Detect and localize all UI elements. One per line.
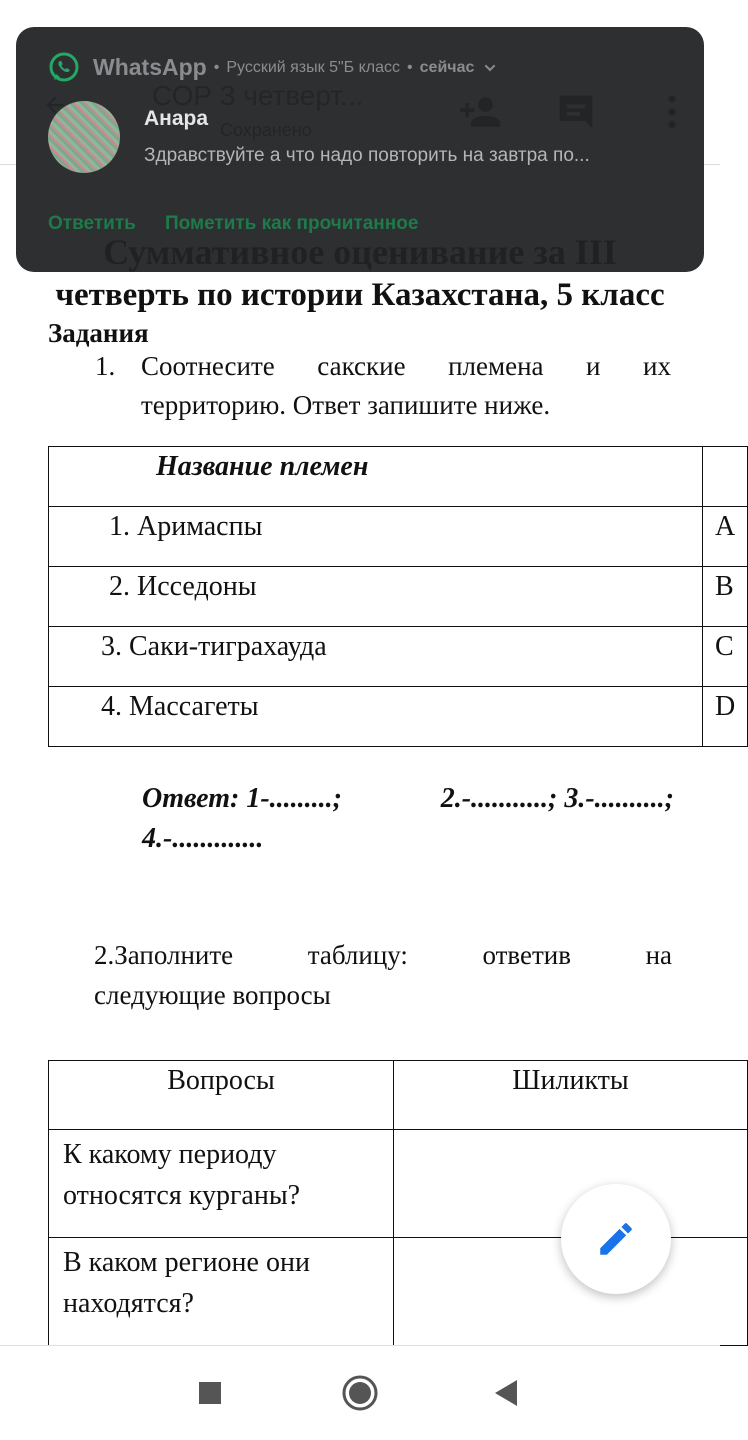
question2-line1 xyxy=(94,940,672,971)
answer-line2: 4.-............. xyxy=(142,823,264,854)
table-row xyxy=(49,687,748,747)
table-header-tribes: Название племен xyxy=(49,447,703,507)
group-name: Русский язык 5"Б класс xyxy=(226,58,401,76)
question1-number: 1. xyxy=(95,351,116,381)
question2-line2: следующие вопросы xyxy=(94,980,331,1010)
reply-button[interactable]: Ответить xyxy=(48,213,136,234)
pencil-icon xyxy=(595,1218,637,1260)
tribe-cell: 2. Исседоны xyxy=(49,567,703,627)
home-icon xyxy=(342,1375,378,1411)
notification-time: сейчас xyxy=(419,58,475,76)
back-button[interactable] xyxy=(486,1373,526,1413)
territory-cell: А xyxy=(703,507,748,567)
table-header-shilikty: Шиликты xyxy=(394,1061,748,1130)
message-preview: Здравствуйте а что надо повторить на завтра по... xyxy=(144,145,590,166)
tribe-cell: 4. Массагеты xyxy=(49,687,703,747)
table-header-row xyxy=(49,447,748,507)
edit-fab-button[interactable] xyxy=(561,1184,671,1294)
answer-part: Ответ: 1-.........; xyxy=(142,783,342,814)
avatar xyxy=(48,101,120,173)
question-cell: В каком регионе они находятся? xyxy=(49,1238,394,1346)
table-header-row xyxy=(49,1061,748,1130)
back-icon xyxy=(493,1379,519,1407)
table-row xyxy=(49,627,748,687)
territory-cell: В xyxy=(703,567,748,627)
mark-as-read-button[interactable]: Пометить как прочитанное xyxy=(165,213,419,234)
home-button[interactable] xyxy=(340,1373,380,1413)
whatsapp-icon xyxy=(48,51,80,83)
word: 2.Заполните xyxy=(94,940,234,970)
document-heading-line2: четверть по истории Казахстана, 5 класс xyxy=(55,277,665,313)
answer-line1 xyxy=(142,783,674,815)
document-page xyxy=(0,165,736,1345)
table-header-questions: Вопросы xyxy=(49,1061,394,1130)
word: племена xyxy=(448,351,544,381)
territory-cell: D xyxy=(703,687,748,747)
table-header-territory xyxy=(703,447,748,507)
recent-apps-icon xyxy=(198,1381,222,1405)
table-row xyxy=(49,567,748,627)
question1-line1 xyxy=(141,351,671,382)
question1-line2: территорию. Ответ запишите ниже. xyxy=(141,390,551,420)
tribe-cell: 3. Саки-тиграхауда xyxy=(49,627,703,687)
tasks-heading: Задания xyxy=(48,318,149,348)
app-name: WhatsApp xyxy=(93,54,207,80)
separator-dot: • xyxy=(213,58,220,76)
question-cell: К какому периоду относятся курганы? xyxy=(49,1130,394,1238)
word: Соотнесите xyxy=(141,351,275,381)
sender-name: Анара xyxy=(144,107,209,130)
recent-apps-button[interactable] xyxy=(190,1373,230,1413)
whatsapp-notification[interactable] xyxy=(16,27,704,272)
separator-dot: • xyxy=(407,58,413,76)
notification-header xyxy=(93,54,498,81)
tribe-cell: 1. Аримаспы xyxy=(49,507,703,567)
territory-cell: С xyxy=(703,627,748,687)
tribes-table xyxy=(48,446,748,747)
word: таблицу: xyxy=(307,940,408,970)
word: ответив xyxy=(482,940,571,970)
word: их xyxy=(643,351,671,381)
chevron-down-icon[interactable] xyxy=(482,60,498,76)
table-row xyxy=(49,507,748,567)
answer-part: 2.-...........; 3.-..........; xyxy=(440,783,674,814)
word: и xyxy=(586,351,601,381)
word: на xyxy=(645,940,672,970)
word: сакские xyxy=(317,351,406,381)
system-navigation-bar xyxy=(0,1345,720,1440)
